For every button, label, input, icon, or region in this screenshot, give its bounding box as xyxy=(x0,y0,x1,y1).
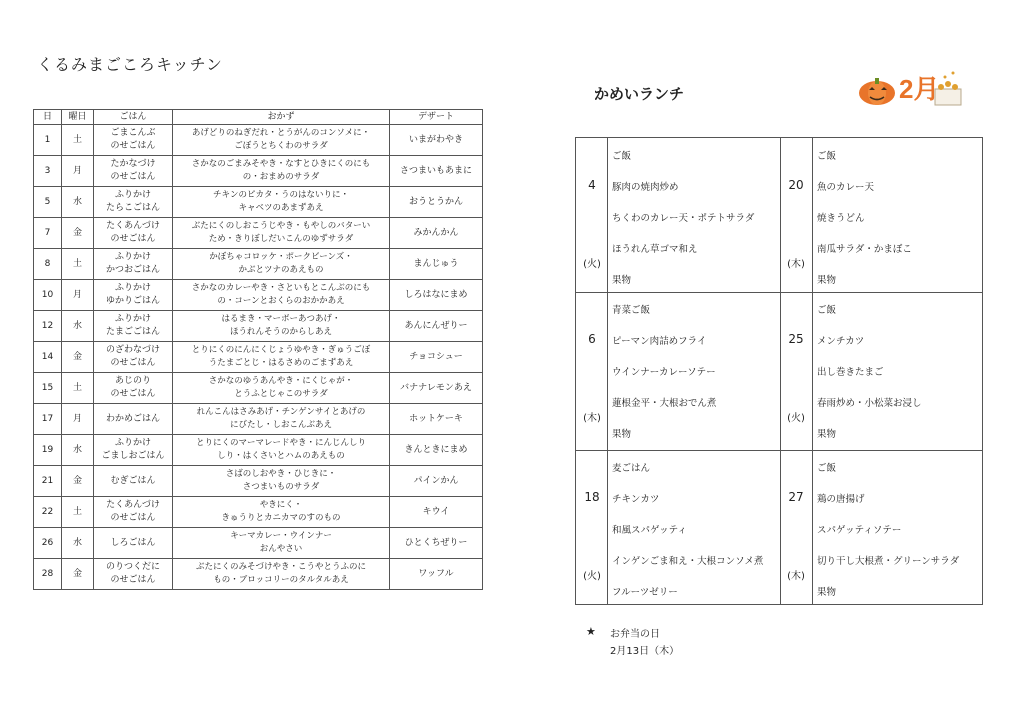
row-day: 3 xyxy=(34,156,62,187)
cell-line: とうふとじゃこのサラダ xyxy=(234,389,328,399)
row-rice xyxy=(94,466,173,497)
row-rice xyxy=(94,342,173,373)
cell-line: ごまこんぶ xyxy=(110,128,156,138)
cell-line: の・おまめのサラダ xyxy=(242,172,320,182)
cell-line: たらこごはん xyxy=(105,203,160,213)
lunch-item: ほうれん草ゴマ和え xyxy=(612,244,698,255)
cell-line: うたまごとじ・はるさめのごまずあえ xyxy=(208,358,354,368)
cell-line: ゆかりごはん xyxy=(105,296,160,306)
row-dessert: しろはなにまめ xyxy=(390,280,483,311)
row-weekday: 金 xyxy=(62,559,94,590)
row-side-dish xyxy=(173,466,390,497)
row-weekday: 月 xyxy=(62,404,94,435)
menu-table-body xyxy=(34,125,483,590)
row-rice xyxy=(94,249,173,280)
row-weekday: 月 xyxy=(62,156,94,187)
cell-line: おんやさい xyxy=(259,544,303,554)
row-side-dish xyxy=(173,156,390,187)
cell-line: かぶとツナのあえもの xyxy=(238,265,324,275)
cell-line: かぼちゃコロッケ・ポークビーンズ・ xyxy=(209,252,353,262)
row-side-dish xyxy=(173,187,390,218)
lunch-item: 和風スパゲッティ xyxy=(612,525,687,536)
row-weekday: 水 xyxy=(62,311,94,342)
lunch-weekday: (火) xyxy=(583,259,601,270)
cell-line: チキンのピカタ・うのはないりに・ xyxy=(213,190,349,200)
star-icon: ★ xyxy=(586,625,596,638)
row-side-dish xyxy=(173,218,390,249)
lunch-date: 25 xyxy=(788,332,804,346)
cell-line: にびたし・しおこんぶあえ xyxy=(229,420,332,430)
row-rice xyxy=(94,528,173,559)
cell-line: のせごはん xyxy=(110,389,156,399)
cell-line: とりにくのにんにくじょうゆやき・ぎゅうごぼ xyxy=(191,345,371,355)
row-day: 10 xyxy=(34,280,62,311)
table-row xyxy=(34,342,483,373)
lunch-item: 果物 xyxy=(817,429,837,440)
cell-line: キーマカレー・ウインナー xyxy=(230,531,332,541)
row-day: 21 xyxy=(34,466,62,497)
cell-line: ふりかけ xyxy=(114,252,151,262)
table-row xyxy=(34,156,483,187)
lunch-item: 果物 xyxy=(612,429,632,440)
cell-line: わかめごはん xyxy=(105,413,160,424)
cell-line: さばのしおやき・ひじきに・ xyxy=(225,469,337,479)
lunch-item: 魚のカレー天 xyxy=(817,182,875,193)
lunch-item: 果物 xyxy=(612,275,632,286)
table-row xyxy=(34,373,483,404)
lunch-grid xyxy=(575,137,983,605)
cell-line: ぶたにくのしおこうじやき・もやしのバターい xyxy=(191,221,371,231)
lunch-item: ちくわのカレー天・ポテトサラダ xyxy=(612,213,755,224)
row-side-dish xyxy=(173,559,390,590)
row-side-dish xyxy=(173,280,390,311)
cell-line: さかなのごまみそやき・なすとひきにくのにも xyxy=(191,159,371,169)
row-rice xyxy=(94,559,173,590)
grid-line xyxy=(780,138,781,604)
lunch-weekday: (火) xyxy=(787,413,805,424)
lunch-item: ピーマン肉詰めフライ xyxy=(612,336,707,347)
row-side-dish xyxy=(173,435,390,466)
cell-line: さかなのゆうあんやき・にくじゃが・ xyxy=(208,376,354,386)
row-dessert: あんにんぜりー xyxy=(390,311,483,342)
lunch-date: 27 xyxy=(788,490,804,504)
row-weekday: 金 xyxy=(62,218,94,249)
row-side-dish xyxy=(173,311,390,342)
cell-line: しり・はくさいとハムのあえもの xyxy=(217,451,345,461)
row-rice xyxy=(94,187,173,218)
lunch-item: フルーツゼリー xyxy=(612,587,678,598)
row-weekday: 水 xyxy=(62,187,94,218)
cell-line: たまごごはん xyxy=(105,327,160,337)
cell-line: さかなのカレーやき・さといもとこんぶのにも xyxy=(191,283,371,293)
lunch-weekday: (火) xyxy=(583,571,601,582)
lunch-item: 切り干し大根煮・グリーンサラダ xyxy=(817,556,960,567)
row-dessert: キウイ xyxy=(390,497,483,528)
lunch-weekday: (木) xyxy=(787,259,805,270)
month-label: 2月 xyxy=(899,74,940,104)
lunch-item: チキンカツ xyxy=(612,494,660,505)
cell-line: ごぼうとちくわのサラダ xyxy=(234,141,328,151)
row-day: 28 xyxy=(34,559,62,590)
row-day: 19 xyxy=(34,435,62,466)
table-header-row xyxy=(34,110,483,125)
cell-line: れんこんはさみあげ・チンゲンサイとあげの xyxy=(196,407,366,417)
row-day: 1 xyxy=(34,125,62,156)
cell-line: ふりかけ xyxy=(114,314,151,324)
lunch-item: 鶏の唐揚げ xyxy=(817,494,865,505)
header-weekday: 曜日 xyxy=(62,110,94,125)
row-day: 12 xyxy=(34,311,62,342)
row-weekday: 金 xyxy=(62,342,94,373)
bento-day-label: お弁当の日 xyxy=(610,629,660,640)
table-row xyxy=(34,559,483,590)
cell-line: ため・きりぼしだいこんのゆずサラダ xyxy=(208,234,354,244)
row-dessert: パインかん xyxy=(390,466,483,497)
row-side-dish xyxy=(173,497,390,528)
header-day: 日 xyxy=(34,110,62,125)
cell-line: ふりかけ xyxy=(114,190,151,200)
cell-line: あじのり xyxy=(114,376,151,386)
cell-line: しろごはん xyxy=(110,537,156,548)
cell-line: さつまいものサラダ xyxy=(242,482,320,492)
row-day: 5 xyxy=(34,187,62,218)
row-day: 22 xyxy=(34,497,62,528)
row-rice xyxy=(94,497,173,528)
lunch-item: 麦ごはん xyxy=(612,463,651,474)
row-weekday: 土 xyxy=(62,373,94,404)
month-badge xyxy=(855,63,965,111)
lunch-item: 焼きうどん xyxy=(817,213,865,224)
row-dessert: まんじゅう xyxy=(390,249,483,280)
row-dessert: いまがわやき xyxy=(390,125,483,156)
lunch-weekday: (木) xyxy=(787,571,805,582)
header-rice: ごはん xyxy=(94,110,173,125)
row-day: 26 xyxy=(34,528,62,559)
lunch-item: 果物 xyxy=(817,587,837,598)
table-row xyxy=(34,311,483,342)
row-dessert: ワッフル xyxy=(390,559,483,590)
lunch-weekday: (木) xyxy=(583,413,601,424)
table-row xyxy=(34,125,483,156)
row-rice xyxy=(94,280,173,311)
lunch-item: 春雨炒め・小松菜お浸し xyxy=(817,398,922,409)
table-row xyxy=(34,218,483,249)
row-rice xyxy=(94,218,173,249)
lunch-item: ご飯 xyxy=(817,151,837,162)
row-side-dish xyxy=(173,373,390,404)
row-side-dish xyxy=(173,125,390,156)
header-dessert: デザート xyxy=(390,110,483,125)
row-dessert: ホットケーキ xyxy=(390,404,483,435)
row-side-dish xyxy=(173,342,390,373)
lunch-item: 豚肉の焼肉炒め xyxy=(612,182,679,193)
row-rice xyxy=(94,311,173,342)
cell-line: ぶたにくのみそづけやき・こうやとうふのに xyxy=(195,562,366,572)
row-day: 15 xyxy=(34,373,62,404)
lunch-item: スパゲッティソテー xyxy=(817,525,902,536)
row-dessert: ひとくちぜりー xyxy=(390,528,483,559)
cell-line: あげどりのねぎだれ・とうがんのコンソメに・ xyxy=(191,128,371,138)
bento-day-date: 2月13日（木） xyxy=(610,646,680,657)
menu-table xyxy=(33,109,483,590)
row-rice xyxy=(94,156,173,187)
cell-line: ふりかけ xyxy=(114,438,151,448)
lunch-item: 青菜ご飯 xyxy=(612,305,651,316)
cell-line: のざわなづけ xyxy=(105,345,160,355)
cell-line: ほうれんそうのからしあえ xyxy=(229,327,332,337)
grid-line xyxy=(576,292,982,293)
row-rice xyxy=(94,404,173,435)
cell-line: のりつくだに xyxy=(105,562,160,572)
row-day: 17 xyxy=(34,404,62,435)
cell-line: やきにく・ xyxy=(259,500,303,510)
row-side-dish xyxy=(173,249,390,280)
row-day: 14 xyxy=(34,342,62,373)
row-dessert: きんときにまめ xyxy=(390,435,483,466)
row-weekday: 水 xyxy=(62,528,94,559)
row-dessert: バナナレモンあえ xyxy=(390,373,483,404)
lunch-item: ご飯 xyxy=(817,305,837,316)
cell-line: はるまき・マーボーあつあげ・ xyxy=(221,314,341,324)
cell-line: たくあんづけ xyxy=(106,500,160,510)
lunch-item: インゲンごま和え・大根コンソメ煮 xyxy=(612,556,764,567)
lunch-date: 6 xyxy=(588,332,596,346)
table-row xyxy=(34,497,483,528)
lunch-item: ご飯 xyxy=(817,463,837,474)
lunch-item: ウインナーカレーソテー xyxy=(612,367,716,378)
cell-line: キャベツのあまずあえ xyxy=(238,203,324,213)
row-dessert: みかんかん xyxy=(390,218,483,249)
cell-line: のせごはん xyxy=(110,358,156,368)
row-rice xyxy=(94,373,173,404)
lunch-date: 18 xyxy=(584,490,600,504)
row-side-dish xyxy=(173,528,390,559)
row-weekday: 水 xyxy=(62,435,94,466)
cell-line: の・コーンとおくらのおかかあえ xyxy=(217,296,345,306)
cell-line: むぎごはん xyxy=(110,475,156,486)
cell-line: のせごはん xyxy=(110,234,156,244)
cell-line: のせごはん xyxy=(110,141,156,151)
cell-line: たくあんづけ xyxy=(106,221,160,231)
row-weekday: 金 xyxy=(62,466,94,497)
header-side-dish: おかず xyxy=(173,110,390,125)
table-row xyxy=(34,528,483,559)
table-row xyxy=(34,187,483,218)
cell-line: たかなづけ xyxy=(110,159,156,169)
lunch-item: 出し巻きたまご xyxy=(817,367,884,378)
row-weekday: 土 xyxy=(62,125,94,156)
cell-line: かつおごはん xyxy=(105,265,160,275)
grid-line xyxy=(812,138,813,604)
lunch-item: ご飯 xyxy=(612,151,632,162)
row-dessert: チョコシュー xyxy=(390,342,483,373)
row-dessert: さつまいもあまに xyxy=(390,156,483,187)
lunch-date: 20 xyxy=(788,178,804,192)
cell-line: のせごはん xyxy=(110,172,156,182)
left-page-title: くるみまごころキッチン xyxy=(37,55,223,74)
cell-line: ふりかけ xyxy=(114,283,151,293)
lunch-date: 4 xyxy=(588,178,596,192)
row-weekday: 土 xyxy=(62,249,94,280)
row-day: 8 xyxy=(34,249,62,280)
cell-line: のせごはん xyxy=(110,575,156,585)
table-row xyxy=(34,435,483,466)
lunch-item: 果物 xyxy=(817,275,837,286)
grid-line xyxy=(607,138,608,604)
row-weekday: 土 xyxy=(62,497,94,528)
row-rice xyxy=(94,435,173,466)
cell-line: もの・ブロッコリーのタルタルあえ xyxy=(213,575,349,585)
row-side-dish xyxy=(173,404,390,435)
lunch-item: 南瓜サラダ・かまぼこ xyxy=(817,244,912,255)
table-row xyxy=(34,249,483,280)
right-page-title: かめいランチ xyxy=(594,85,685,103)
table-row xyxy=(34,280,483,311)
table-row xyxy=(34,404,483,435)
grid-line xyxy=(576,450,982,451)
lunch-item: 蓮根金平・大根おでん煮 xyxy=(612,398,717,409)
cell-line: ごましおごはん xyxy=(101,451,165,461)
lunch-item: メンチカツ xyxy=(817,336,865,347)
row-dessert: おうとうかん xyxy=(390,187,483,218)
cell-line: きゅうりとカニカマのすのもの xyxy=(221,513,341,523)
row-weekday: 月 xyxy=(62,280,94,311)
row-rice xyxy=(94,125,173,156)
cell-line: とりにくのマーマレードやき・にんじんしり xyxy=(195,438,366,448)
row-day: 7 xyxy=(34,218,62,249)
table-row xyxy=(34,466,483,497)
cell-line: のせごはん xyxy=(110,513,156,523)
